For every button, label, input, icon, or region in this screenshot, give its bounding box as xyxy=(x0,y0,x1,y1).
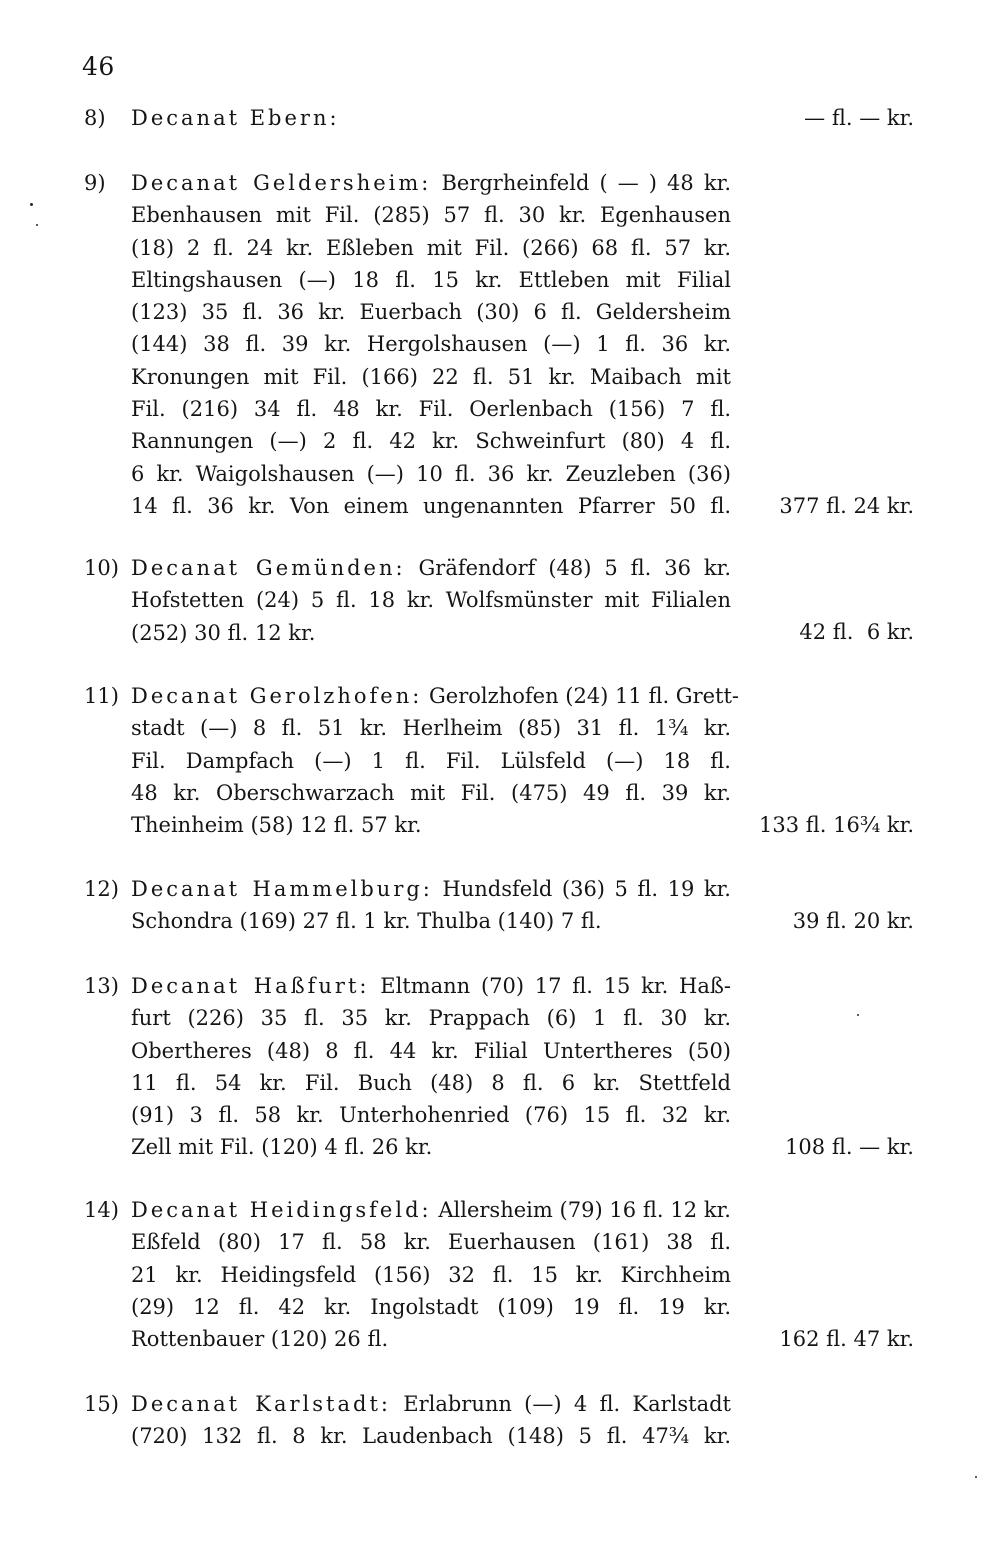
entry-line: (123) 35 fl. 36 kr. Euerbach (30) 6 fl. Geldersheim xyxy=(131,300,731,325)
entry-heading: Decanat Haßfurt: xyxy=(131,974,370,998)
entry-total: 133 fl. 16¾ kr. xyxy=(759,813,914,837)
entry-total: 162 fl. 47 kr. xyxy=(779,1327,914,1351)
entry-line: Hofstetten (24) 5 fl. 18 kr. Wolfsmünster mit Filialen xyxy=(131,588,731,613)
entry-line: Gerolzhofen (24) 11 fl. Grett- xyxy=(429,684,740,708)
scan-speck xyxy=(857,1014,859,1016)
entry-heading: Decanat Karlstadt: xyxy=(131,1392,391,1416)
scan-speck xyxy=(36,224,38,226)
entry-line: Fil. Dampfach (—) 1 fl. Fil. Lülsfeld (—) 18 fl. xyxy=(131,748,731,773)
entry-heading: Decanat Geldersheim: xyxy=(131,171,432,195)
entry-heading: Decanat Ebern: xyxy=(131,106,340,130)
entry-total: — fl. — kr. xyxy=(804,106,914,130)
entry-line: Zell mit Fil. (120) 4 fl. 26 kr. xyxy=(131,1135,433,1160)
entry-line: 21 kr. Heidingsfeld (156) 32 fl. 15 kr. Kirchheim xyxy=(131,1262,731,1287)
entry-line: (720) 132 fl. 8 kr. Laudenbach (148) 5 fl. 47¾ kr. xyxy=(131,1424,731,1449)
entry-number: 10) xyxy=(84,556,119,580)
entry-line: (29) 12 fl. 42 kr. Ingolstadt (109) 19 fl. 19 kr. xyxy=(131,1294,731,1319)
entry-heading: Decanat Hammelburg: xyxy=(131,877,433,901)
entry-number: 11) xyxy=(84,684,119,708)
page-number: 46 xyxy=(82,52,115,81)
entry-number: 12) xyxy=(84,877,119,901)
entry-number: 9) xyxy=(84,171,106,195)
scan-speck xyxy=(975,1476,977,1478)
entry-total: 39 fl. 20 kr. xyxy=(792,909,914,933)
entry-line: (18) 2 fl. 24 kr. Eßleben mit Fil. (266) 68 fl. 57 kr. xyxy=(131,235,731,260)
entry-line: Eßfeld (80) 17 fl. 58 kr. Euerhausen (161) 38 fl. xyxy=(131,1230,731,1255)
entry-line: Hundsfeld (36) 5 fl. 19 kr. xyxy=(442,877,731,901)
entry-line: furt (226) 35 fl. 35 kr. Prappach (6) 1 fl. 30 kr. xyxy=(131,1006,731,1031)
entry-line: Rannungen (—) 2 fl. 42 kr. Schweinfurt (80) 4 fl. xyxy=(131,429,731,454)
entry-line: Erlabrunn (—) 4 fl. Karlstadt xyxy=(403,1392,731,1416)
entry-line: 48 kr. Oberschwarzach mit Fil. (475) 49 fl. 39 kr. xyxy=(131,780,731,805)
entry-line: Obertheres (48) 8 fl. 44 kr. Filial Untertheres (50) xyxy=(131,1038,731,1063)
entry-number: 15) xyxy=(84,1392,119,1416)
entry-line: Kronungen mit Fil. (166) 22 fl. 51 kr. Maibach mit xyxy=(131,364,731,389)
entry-line: Allersheim (79) 16 fl. 12 kr. xyxy=(438,1198,731,1222)
entry-total: 42 fl. 6 kr. xyxy=(799,620,914,644)
entry-number: 13) xyxy=(84,974,119,998)
entry-line: (91) 3 fl. 58 kr. Unterhohenried (76) 15 fl. 32 kr. xyxy=(131,1103,731,1128)
entry-line: Theinheim (58) 12 fl. 57 kr. xyxy=(131,813,422,838)
entry-total: 377 fl. 24 kr. xyxy=(779,494,914,518)
entry-heading: Decanat Gemünden: xyxy=(131,556,406,580)
entry-line: Bergrheinfeld ( — ) 48 kr. xyxy=(441,171,731,195)
entry-line: 6 kr. Waigolshausen (—) 10 fl. 36 kr. Zeuzleben (36) xyxy=(131,461,731,486)
entry-number: 8) xyxy=(84,106,106,130)
entry-total: 108 fl. — kr. xyxy=(785,1135,914,1159)
entry-heading: Decanat Gerolzhofen: xyxy=(131,684,423,708)
entry-line: Rottenbauer (120) 26 fl. xyxy=(131,1327,389,1352)
entry-line: Gräfendorf (48) 5 fl. 36 kr. xyxy=(418,556,731,580)
entry-line: stadt (—) 8 fl. 51 kr. Herlheim (85) 31 fl. 1¾ kr. xyxy=(131,716,731,741)
entry-line: Eltmann (70) 17 fl. 15 kr. Haß- xyxy=(380,974,731,998)
scan-speck xyxy=(30,203,33,206)
entry-line: Fil. (216) 34 fl. 48 kr. Fil. Oerlenbach (156) 7 fl. xyxy=(131,397,731,422)
entry-line: 14 fl. 36 kr. Von einem ungenannten Pfarrer 50 fl. xyxy=(131,493,731,518)
entry-number: 14) xyxy=(84,1198,119,1222)
entry-line: (144) 38 fl. 39 kr. Hergolshausen (—) 1 fl. 36 kr. xyxy=(131,332,731,357)
entry-line: (252) 30 fl. 12 kr. xyxy=(131,620,316,645)
entry-line: 11 fl. 54 kr. Fil. Buch (48) 8 fl. 6 kr. Stettfeld xyxy=(131,1070,731,1095)
entry-line: Ebenhausen mit Fil. (285) 57 fl. 30 kr. Egenhausen xyxy=(131,203,731,228)
entry-heading: Decanat Heidingsfeld: xyxy=(131,1198,432,1222)
entry-line: Schondra (169) 27 fl. 1 kr. Thulba (140) 7 fl. xyxy=(131,909,602,934)
entry-line: Eltingshausen (—) 18 fl. 15 kr. Ettleben mit Filial xyxy=(131,267,731,292)
